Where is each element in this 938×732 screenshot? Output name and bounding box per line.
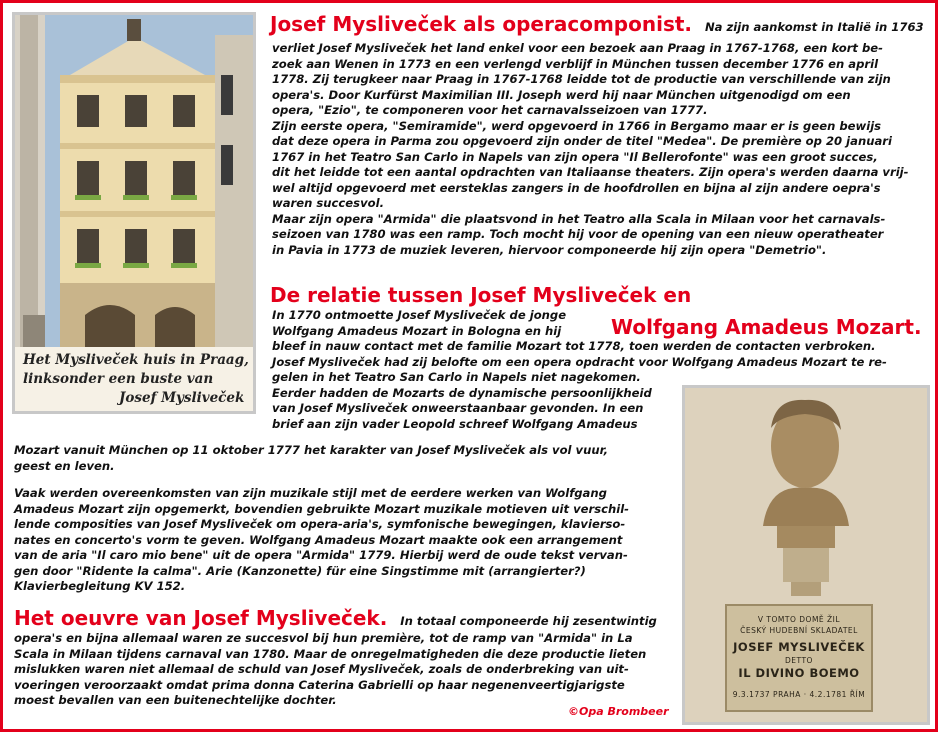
- copyright-credit: ©Opa Brombeer: [568, 705, 669, 718]
- section1-lead: Na zijn aankomst in Italië in 1763: [704, 20, 924, 34]
- section2-heading-line2: Wolfgang Amadeus Mozart.: [611, 315, 922, 339]
- section2-intro-lines: In 1770 ontmoette Josef Mysliveček de jonge Wolfgang Amadeus Mozart in Bologna en hij bleef in nauw contact met de familie Mozart tot 1778, toen werden de contacten verbroken. Josef Mysliveček had zij belofte om een opera opdracht voor Wolfgang Amadeus Mozart te re- gelen in het Teatro San Carlo in Napels niet nagekomen. Eerder hadden de Mozarts de dynamische persoonlijkheid van Josef Mysliveček onweerstaanbaar gevonden. In een brief aan zijn vader Leopold schreef Wolfgang Amadeus: [272, 308, 887, 431]
- section2-paragraph2: Vaak werden overeenkomsten van zijn muzikale stijl met de eerdere werken van Wolfgang Amadeus Mozart zijn opgemerkt, bovendien gebruikte Mozart muzikale motieven uit verschil- lende composities van Josef Mysliveček om opera-aria's, symfonische bewegingen, klavierso- nates en concerto's vorm te geven. Wolfgang Amadeus Mozart maakte ook een arrangement van de aria "Il caro mio bene" uit de opera "Armida" 1779. Hierbij werd de oude tekst vervan- gen door "Ridente la calma". Arie (Kanzonette) für eine Singstimme mit (arrangierter?) Klavierbegleitung KV 152.: [14, 486, 629, 593]
- section1-heading: Josef Mysliveček als operacomponist. Na zijn aankomst in Italië in 1763: [270, 12, 924, 36]
- section1-body: verliet Josef Mysliveček het land enkel voor een bezoek aan Praag in 1767-1768, een kort be- zoek aan Wenen in 1773 en een verlengd verblijf in München tussen december 1776 en april 1778. Zij terugkeer naar Praag in 1767-1768 leidde tot de productie van verschillende van zijn opera's. Door Kurfürst Maximilian III. Joseph werd hij naar München uitgenodigd om een opera, "Ezio", te componeren voor het carnavalsseizoen van 1777. Zijn eerste opera, "Semiramide", werd opgevoerd in 1766 in Bergamo maar er is geen bewijs dat deze opera in Parma zou opgevoerd zijn onder de titel "Medea". De première op 20 januari 1767 in het Teatro San Carlo in Napels van zijn opera "Il Bellerofonte" was een groot succes, dit het leidde tot een aantal opdrachten van Italiaanse theaters. Zijn opera's werden daarna vrij- wel altijd opgevoerd met eersteklas zangers in de hoofdrollen en bijna al zijn andere oepra's waren succesvol. Maar zijn opera "Armida" die plaatsvond in het Teatro alla Scala in Milaan voor het carnavals- seizoen van 1780 was een ramp. Toch mocht hij voor de opening van een nieuw operatheater in Pavia in 1773 de muziek leveren, hiervoor componeerde hij zijn opera "Demetrio".: [272, 41, 909, 257]
- house-photo-caption: Het Mysliveček huis in Praag, linksonder een buste van Josef Mysliveček: [15, 347, 253, 411]
- house-illustration: [15, 15, 253, 347]
- section2-heading-line1: De relatie tussen Josef Mysliveček en: [270, 283, 692, 307]
- bust-photo: [682, 385, 930, 725]
- section3-body: opera's en bijna allemaal waren ze succesvol bij hun première, tot de ramp van "Armida" in La Scala in Milaan tijdens carnaval van 1780. Maar de onregelmatigheden die deze productie lieten mislukken waren niet allemaal de schuld van Josef Mysliveček, zoals de onderbreking van uit- voeringen veroorzaakt omdat prima donna Caterina Gabrielli op haar negenenveertigjarigste moest bevallen van een buitenechtelijke dochter.: [14, 631, 647, 707]
- section3-lead: In totaal componeerde hij zesentwintig: [400, 614, 657, 628]
- section2-quote-lines: Mozart vanuit München op 11 oktober 1777 het karakter van Josef Mysliveček als vol vuur, geest en leven.: [14, 443, 609, 473]
- memorial-plaque: V TOMTO DOMĚ ŽIL ČESKÝ HUDEBNÍ SKLADATEL JOSEF MYSLIVEČEK DETTO IL DIVINO BOEMO 9.3.1737 PRAHA · 4.2.1781 ŘÍM: [725, 604, 873, 712]
- section3-heading: Het oeuvre van Josef Mysliveček. In totaal componeerde hij zesentwintig: [14, 606, 657, 630]
- house-photo: [12, 12, 256, 414]
